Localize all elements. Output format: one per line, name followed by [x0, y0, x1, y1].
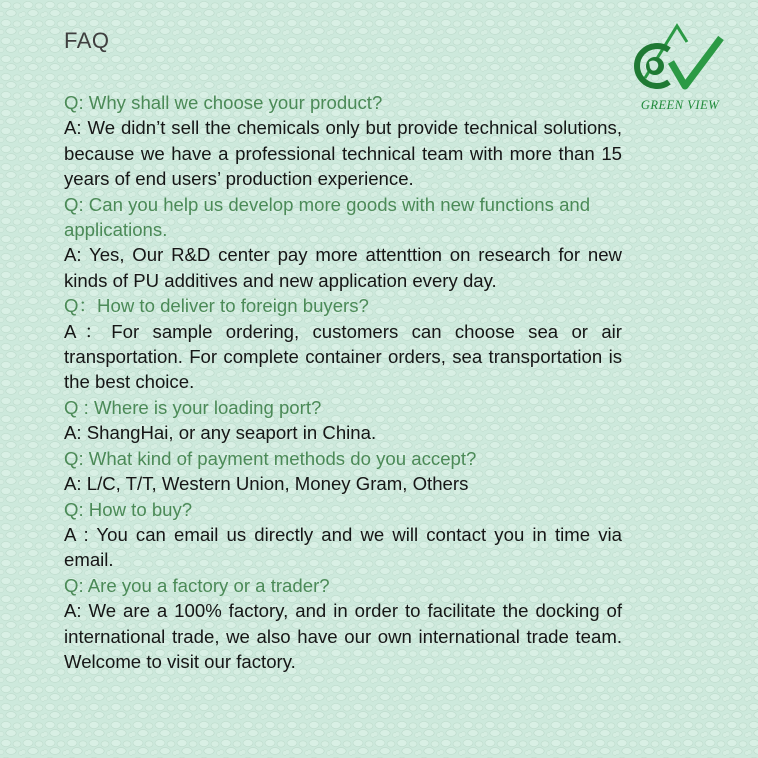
- faq-list: [64, 90, 622, 674]
- faq-question: Q: Are you a factory or a trader?: [64, 574, 330, 596]
- faq-question: Q: Why shall we choose your product?: [64, 92, 383, 113]
- faq-question: Q: Can you help us develop more goods with new functions and applications.: [64, 193, 591, 241]
- faq-answer: A : You can email us directly and we will contact you in time via email.: [64, 523, 622, 571]
- faq-answer: A: ShangHai, or any seaport in China.: [64, 422, 377, 444]
- faq-answer: A: We are a 100% factory, and in order to facilitate the docking of international trade, we also have our own international trade team. Welcome to visit our factory.: [64, 600, 622, 672]
- faq-question: Q: How to buy?: [64, 498, 193, 520]
- faq-question: Q: What kind of payment methods do you accept?: [64, 447, 477, 469]
- faq-question: Q：How to deliver to foreign buyers?: [64, 295, 369, 317]
- faq-answer: A: Yes, Our R&D center pay more attenttion on research for new kinds of PU additives and new application every day.: [64, 244, 622, 291]
- faq-answer: A: We didn’t sell the chemicals only but provide technical solutions, because we have a professional technical team with more than 15 years of end users’ production experience.: [64, 117, 622, 190]
- faq-answer: A：For sample ordering, customers can choose sea or air transportation. For complete container orders, sea transportation is the best choice.: [64, 320, 622, 393]
- faq-answer: A: L/C, T/T, Western Union, Money Gram, Others: [64, 473, 469, 495]
- page-title: FAQ: [64, 28, 110, 53]
- green-view-logo: [625, 20, 735, 120]
- logo-icon: [625, 20, 735, 100]
- logo-text: GREEN VIEW: [640, 98, 720, 112]
- faq-question: Q : Where is your loading port?: [64, 396, 322, 418]
